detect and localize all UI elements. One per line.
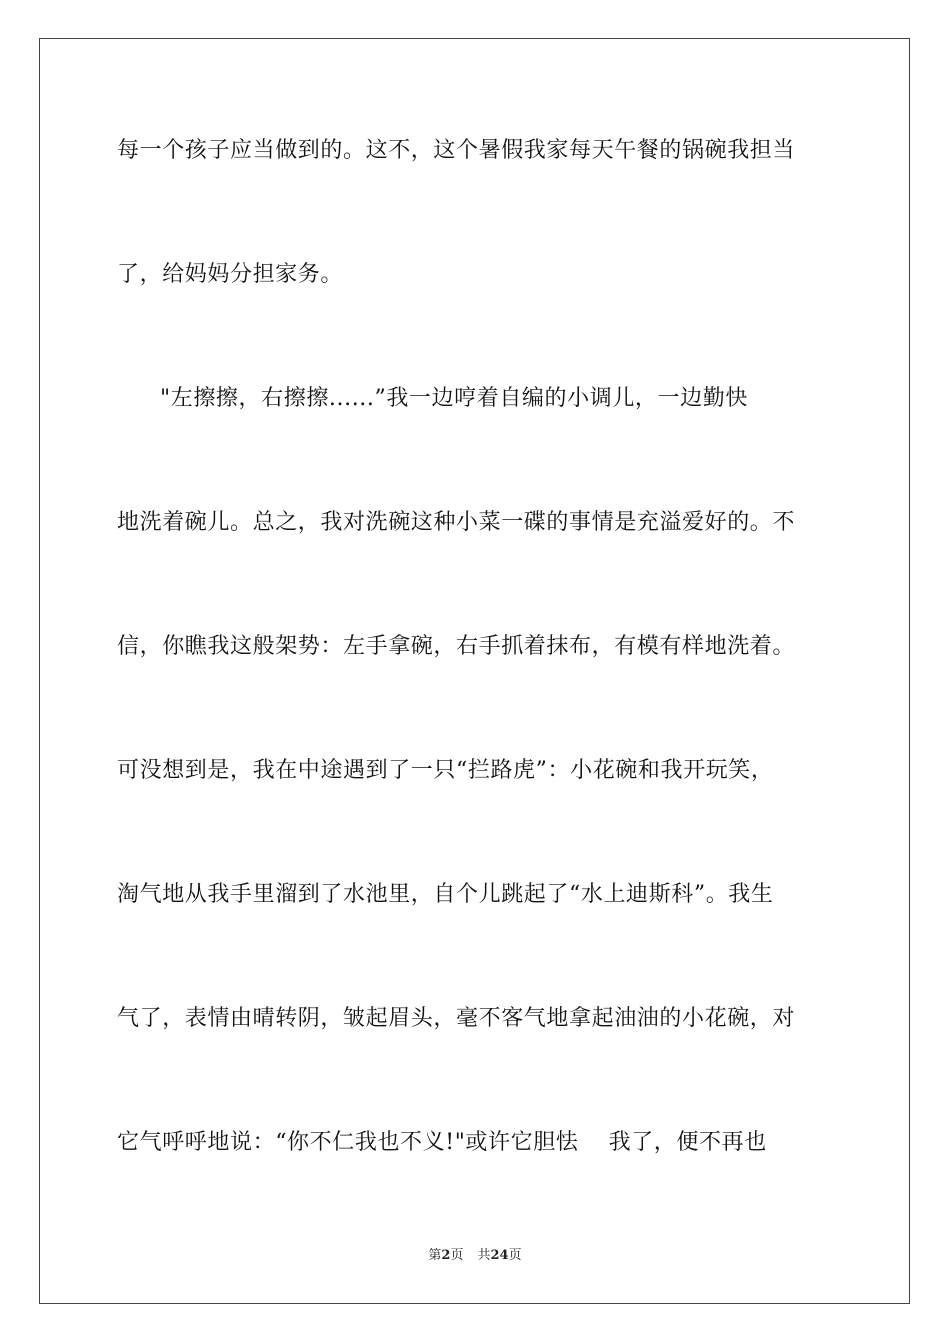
body-text-line-3: "左擦擦，右擦擦......”我一边哼着自编的小调儿，一边勤快 <box>160 386 748 411</box>
page-border <box>39 38 910 1304</box>
body-text-line-5: 信，你瞧我这般架势：左手拿碗，右手抓着抹布，有模有样地洗着。 <box>117 634 796 659</box>
body-text-line-2: 了，给妈妈分担家务。 <box>117 262 344 287</box>
footer-page-suffix: 页 <box>450 1248 464 1263</box>
page-footer <box>0 1246 950 1266</box>
footer-page-number: 2 <box>441 1248 451 1263</box>
footer-total-pages: 24 <box>490 1248 509 1263</box>
footer-page-prefix: 第 <box>428 1248 442 1263</box>
body-text-line-8: 气了，表情由晴转阴，皱起眉头，毫不客气地拿起油油的小花碗，对 <box>117 1006 796 1031</box>
body-text-line-1: 每一个孩子应当做到的。这不，这个暑假我家每天午餐的锅碗我担当 <box>117 138 796 163</box>
body-text-line-7: 淘气地从我手里溜到了水池里，自个儿跳起了“水上迪斯科”。我生 <box>117 882 774 907</box>
body-text-line-9: 它气呼呼地说：“你不仁我也不义!"或许它胆怯 我了，便不再也 <box>117 1130 767 1155</box>
footer-total-prefix: 共 <box>477 1248 491 1263</box>
footer-total-suffix: 页 <box>508 1248 522 1263</box>
body-text-line-6: 可没想到是，我在中途遇到了一只“拦路虎”：小花碗和我开玩笑， <box>117 758 774 783</box>
body-text-line-4: 地洗着碗儿。总之，我对洗碗这种小菜一碟的事情是充溢爱好的。不 <box>117 510 796 535</box>
